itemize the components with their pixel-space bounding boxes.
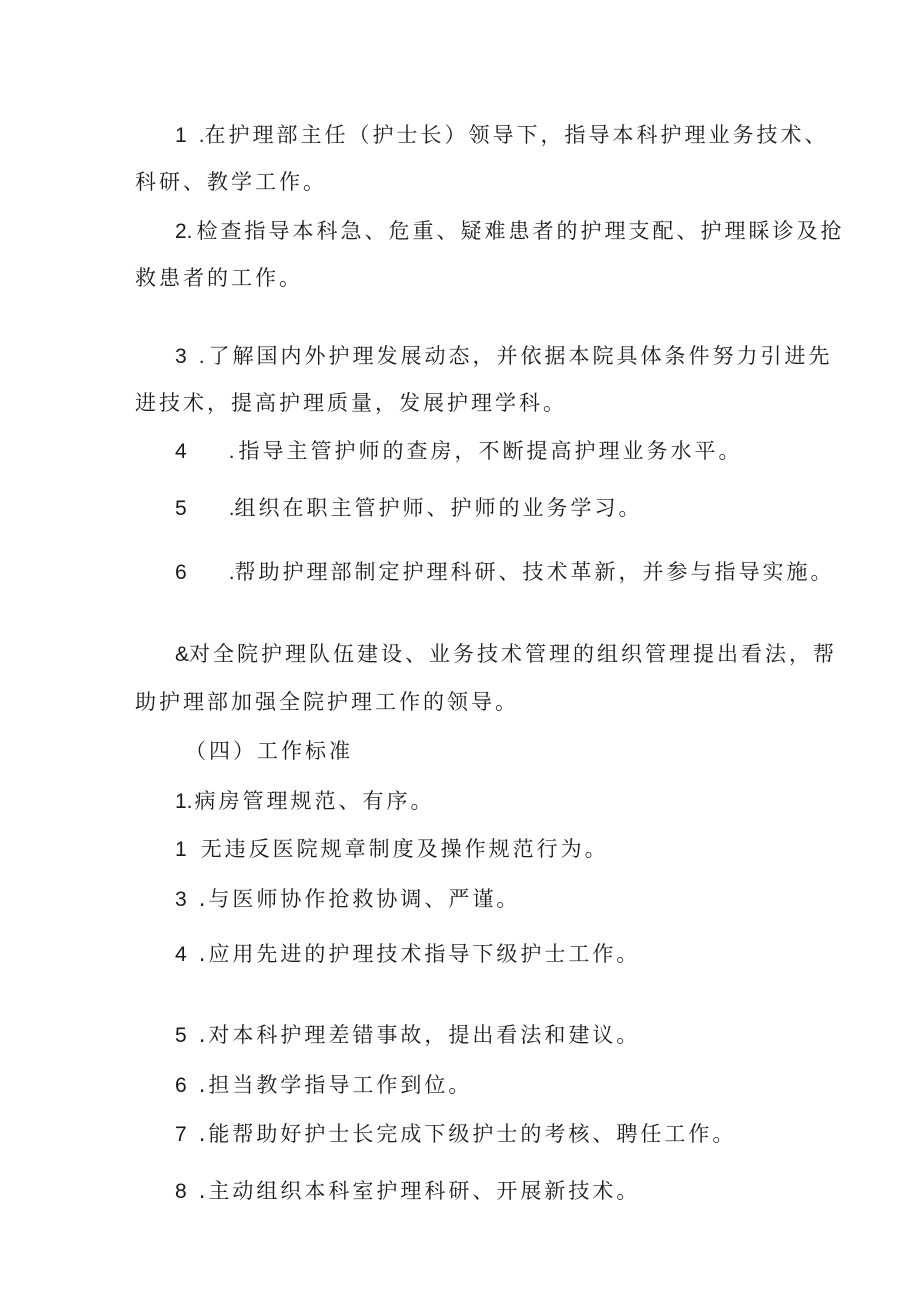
paragraph-7-line-2: 助护理部加强全院护理工作的领导。 bbox=[135, 690, 519, 714]
standard-item-3 bbox=[175, 885, 520, 914]
standard-5-number: 5 bbox=[175, 1024, 187, 1047]
paragraph-7-number: & bbox=[175, 643, 190, 666]
paragraph-6-separator: . bbox=[228, 561, 235, 584]
standard-8-text: .主动组织本科室护理科研、开展新技术。 bbox=[198, 1179, 641, 1203]
standard-3-text: .与医师协作抢救协调、严谨。 bbox=[198, 887, 521, 911]
standard-7-number: 7 bbox=[175, 1123, 187, 1146]
standard-2-number: 1 bbox=[175, 838, 187, 861]
standard-1-text: 病房管理规范、有序。 bbox=[194, 789, 435, 813]
paragraph-5-text: 组织在职主管护师、护师的业务学习。 bbox=[234, 496, 643, 520]
paragraph-1-line-2: 科研、教学工作。 bbox=[135, 170, 327, 194]
paragraph-1-number: 1 bbox=[175, 124, 187, 147]
paragraph-1-line-1 bbox=[175, 121, 829, 150]
paragraph-7-line-1 bbox=[175, 640, 837, 669]
paragraph-2-text: 检查指导本科急、危重、疑难患者的护理支配、护理睬诊及抢 bbox=[196, 219, 845, 243]
section-heading: （四）工作标准 bbox=[185, 739, 353, 763]
standard-7-text: .能帮助好护士长完成下级护士的考核、聘任工作。 bbox=[198, 1122, 737, 1146]
paragraph-6-text: 帮助护理部制定护理科研、技术革新，并参与指导实施。 bbox=[234, 560, 835, 584]
paragraph-4-text: 指导主管护师的查房，不断提高护理业务水平。 bbox=[238, 439, 743, 463]
paragraph-2-line-1 bbox=[175, 217, 845, 246]
paragraph-3-line-2: 进技术，提高护理质量，发展护理学科。 bbox=[135, 391, 567, 415]
paragraph-3-number: 3 bbox=[175, 345, 187, 368]
standard-5-text: .对本科护理差错事故，提出看法和建议。 bbox=[198, 1023, 641, 1047]
paragraph-4-line-1 bbox=[175, 437, 743, 466]
paragraph-5-number: 5 bbox=[175, 497, 187, 520]
paragraph-7-text: 对全院护理队伍建设、业务技术管理的组织管理提出看法，帮 bbox=[189, 642, 838, 666]
standard-4-text: .应用先进的护理技术指导下级护士工作。 bbox=[198, 942, 641, 966]
standard-4-number: 4 bbox=[175, 943, 187, 966]
paragraph-6-line-1 bbox=[175, 558, 835, 587]
standard-3-number: 3 bbox=[175, 888, 187, 911]
paragraph-2-number: 2. bbox=[175, 220, 193, 243]
standard-item-1 bbox=[175, 787, 435, 816]
paragraph-4-separator: . bbox=[228, 440, 235, 463]
paragraph-5-separator: . bbox=[228, 497, 235, 520]
paragraph-4-number: 4 bbox=[175, 440, 187, 463]
standard-1-number: 1. bbox=[175, 790, 193, 813]
standard-6-text: .担当教学指导工作到位。 bbox=[198, 1073, 473, 1097]
standard-item-5 bbox=[175, 1021, 640, 1050]
standard-item-6 bbox=[175, 1071, 472, 1100]
paragraph-3-text: 了解国内外护理发展动态，并依据本院具体条件努力引进先 bbox=[208, 344, 833, 368]
standard-8-number: 8 bbox=[175, 1180, 187, 1203]
standard-6-number: 6 bbox=[175, 1074, 187, 1097]
paragraph-1-separator: . bbox=[198, 124, 205, 147]
paragraph-3-line-1 bbox=[175, 342, 833, 371]
standard-item-4 bbox=[175, 940, 640, 969]
standard-item-2 bbox=[175, 835, 609, 864]
paragraph-5-line-1 bbox=[175, 494, 643, 523]
paragraph-3-separator: . bbox=[198, 345, 205, 368]
paragraph-2-line-2: 救患者的工作。 bbox=[135, 266, 303, 290]
paragraph-1-text: 在护理部主任（护士长）领导下，指导本科护理业务技术、 bbox=[204, 123, 829, 147]
standard-item-8 bbox=[175, 1177, 640, 1206]
standard-item-7 bbox=[175, 1120, 736, 1149]
standard-2-text: 无违反医院规章制度及操作规范行为。 bbox=[200, 837, 609, 861]
paragraph-6-number: 6 bbox=[175, 561, 187, 584]
